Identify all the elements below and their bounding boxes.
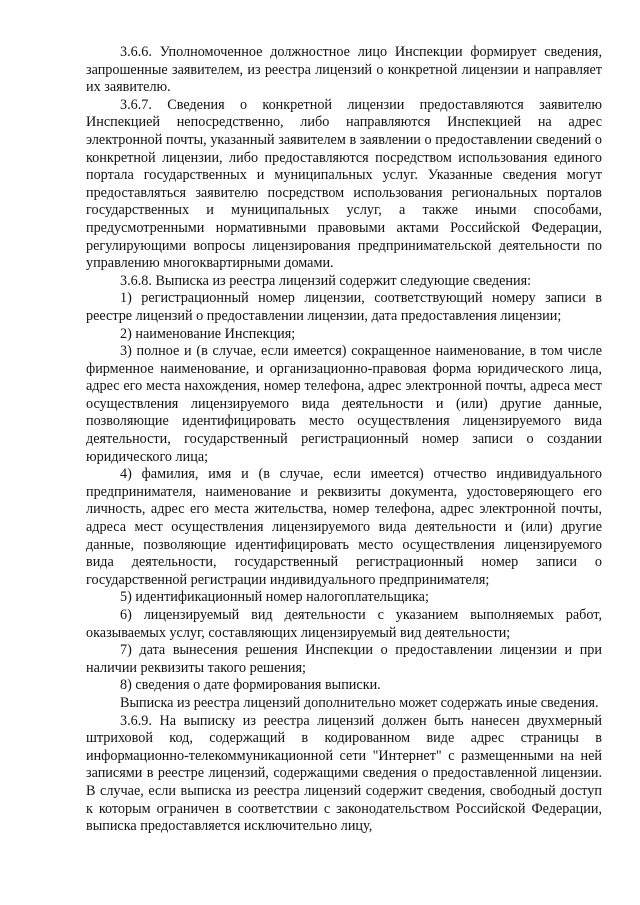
list-item-5: 5) идентификационный номер налогоплательщика;	[120, 589, 429, 606]
paragraph-3-6-6: 3.6.6. Уполномоченное должностное лицо Инспекции формирует сведения, запрошенные заявителем, из реестра лицензий о конкретной лицензии и направляет их заявителю.	[86, 44, 602, 96]
list-item-6: 6) лицензируемый вид деятельности с указанием выполняемых работ, оказываемых услуг, составляющих лицензируемый вид деятельности;	[86, 607, 602, 641]
document-page	[86, 44, 602, 836]
list-item-2: 2) наименование Инспекция;	[120, 325, 296, 342]
list-item-1: 1) регистрационный номер лицензии, соответствующий номеру записи в реестре лицензий о предоставлении лицензии, дата предоставления лицензии;	[86, 290, 602, 324]
list-item-4: 4) фамилия, имя и (в случае, если имеется) отчество индивидуального предпринимателя, наименование и реквизиты документа, удостоверяющего его личность, адрес его места жительства, номер телефона, адрес электронной почты, адреса мест осуществления лицензируемого вида деятельности и (или) другие данные, позволяющие идентифицировать место осуществления лицензируемого вида деятельности, государственный регистрационный номер записи о государственной регистрации индивидуального предпринимателя;	[86, 466, 602, 588]
list-item-3: 3) полное и (в случае, если имеется) сокращенное наименование, в том числе фирменное наименование, и организационно-правовая форма юридического лица, адрес его места нахождения, номер телефона, адрес электронной почты, адреса мест осуществления лицензируемого вида деятельности и (или) другие данные, позволяющие идентифицировать место осуществления лицензируемого вида деятельности, государственный регистрационный номер записи о создании юридического лица;	[86, 343, 602, 465]
paragraph-3-6-8: 3.6.8. Выписка из реестра лицензий содержит следующие сведения:	[120, 272, 532, 289]
paragraph-additional-info: Выписка из реестра лицензий дополнительно может содержать иные сведения.	[120, 694, 599, 711]
paragraph-3-6-9: 3.6.9. На выписку из реестра лицензий должен быть нанесен двухмерный штриховой код, содержащий в кодированном виде адрес страницы в информационно-телекоммуникационной сети "Интернет" с размещенными на ней записями в реестре лицензий, содержащими сведения о предоставленной лицензии. В случае, если выписка из реестра лицензий содержит сведения, свободный доступ к которым ограничен в соответствии с законодательством Российской Федерации, выписка предоставляется исключительно лицу,	[86, 712, 602, 835]
list-item-7: 7) дата вынесения решения Инспекции о предоставлении лицензии и при наличии реквизиты такого решения;	[86, 642, 602, 676]
paragraph-3-6-7: 3.6.7. Сведения о конкретной лицензии предоставляются заявителю Инспекцией непосредственно, либо направляются Инспекцией на адрес электронной почты, указанный заявителем в заявлении о предоставлении сведений о конкретной лицензии, либо предоставляются посредством использования единого портала государственных и муниципальных услуг. Указанные сведения могут предоставляться заявителю посредством использования региональных порталов государственных и муниципальных услуг, а также иными способами, предусмотренными нормативными правовыми актами Российской Федерации, регулирующими вопросы лицензирования предпринимательской деятельности по управлению многоквартирными домами.	[86, 96, 602, 272]
list-item-8: 8) сведения о дате формирования выписки.	[120, 677, 381, 694]
